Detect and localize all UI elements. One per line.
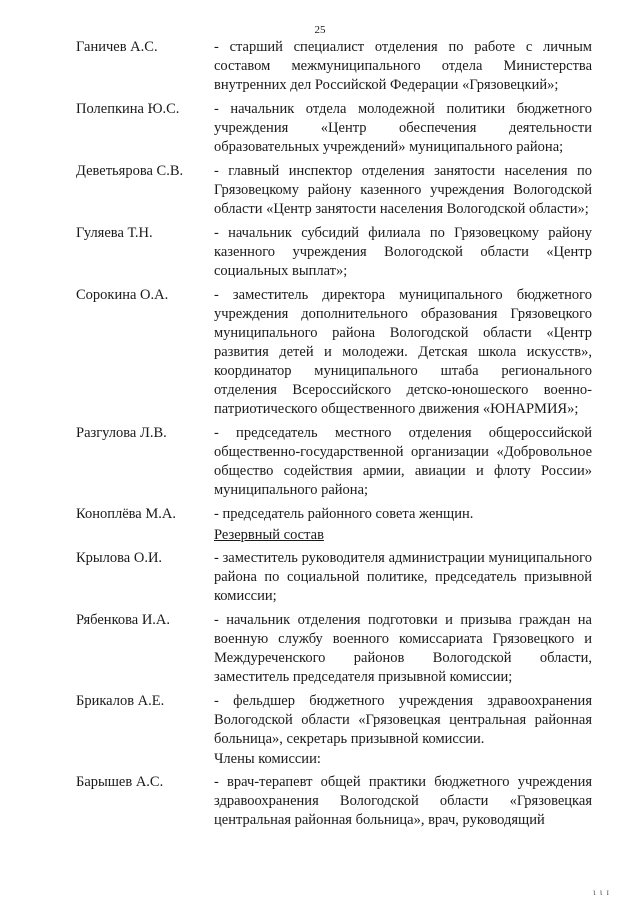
member-position: - начальник субсидий филиала по Грязовецкому району казенного учреждения Вологодской области «Центр социальных выплат»; bbox=[214, 225, 592, 279]
member-position: - председатель районного совета женщин. bbox=[214, 506, 474, 522]
member-name: Полепкина Ю.С. bbox=[76, 101, 180, 117]
member-name: Сорокина О.А. bbox=[76, 287, 169, 303]
member-position: - врач-терапевт общей практики бюджетного учреждения здравоохранения Вологодской области «Грязовецкая центральная районная больница», врач, руководящий bbox=[214, 774, 592, 828]
members-heading-row bbox=[76, 750, 592, 769]
member-position: - главный инспектор отделения занятости населения по Грязовецкому району казенного учреждения Вологодской области «Центр занятости населения Вологодской области»; bbox=[214, 163, 592, 217]
roster-entry bbox=[76, 162, 592, 219]
member-position: - фельдшер бюджетного учреждения здравоохранения Вологодской области «Грязовецкая центральная районная больница», секретарь призывной комиссии. bbox=[214, 693, 592, 747]
member-name: Деветьярова С.В. bbox=[76, 163, 184, 179]
member-position: - заместитель руководителя администрации муниципального района по социальной политике, председатель призывной комиссии; bbox=[214, 550, 592, 604]
roster-entry bbox=[76, 100, 592, 157]
member-position: - заместитель директора муниципального бюджетного учреждения дополнительного образования Грязовецкого муниципального района Вологодской области «Центр развития детей и молодежи. Детская школа искусств», координатор муниципального штаба регионального отделения Всероссийского детско-юношеского военно-патриотического общественного движения «ЮНАРМИЯ»; bbox=[214, 287, 592, 417]
member-name: Брикалов А.Е. bbox=[76, 693, 165, 709]
reserve-heading: Резервный состав bbox=[214, 527, 324, 543]
member-position: - начальник отдела молодежной политики бюджетного учреждения «Центр обеспечения деятельности образовательных учреждений» муниципального района; bbox=[214, 101, 592, 155]
roster-entry bbox=[76, 611, 592, 687]
member-name: Рябенкова И.А. bbox=[76, 612, 171, 628]
roster-entry bbox=[76, 692, 592, 749]
roster-entry bbox=[76, 773, 592, 830]
members-heading: Члены комиссии: bbox=[214, 751, 321, 767]
member-name: Гуляева Т.Н. bbox=[76, 225, 153, 241]
member-position: - председатель местного отделения общероссийской общественно-государственной организации «Добровольное общество содействия армии, авиации и флоту России» муниципального района; bbox=[214, 425, 592, 498]
roster-entry bbox=[76, 424, 592, 500]
reserve-heading-row bbox=[76, 526, 592, 545]
page-number: 25 bbox=[314, 24, 326, 36]
member-name: Коноплёва М.А. bbox=[76, 506, 176, 522]
roster-entry bbox=[76, 549, 592, 606]
member-name: Разгулова Л.В. bbox=[76, 425, 167, 441]
roster-entry bbox=[76, 286, 592, 419]
member-position: - начальник отделения подготовки и призыва граждан на военную службу военного комиссариата Грязовецкого и Междуреченского районов Вологодской области, заместитель председателя призывной комиссии; bbox=[214, 612, 592, 685]
roster-entry bbox=[76, 38, 592, 95]
member-position: - старший специалист отделения по работе с личным составом межмуниципального отдела Министерства внутренних дел Российской Федерации «Грязовецкий»; bbox=[214, 39, 592, 93]
roster-entry bbox=[76, 224, 592, 281]
roster-entry bbox=[76, 505, 592, 524]
corner-mark: ɩ ɩ ɪ bbox=[593, 887, 610, 897]
member-name: Барышев А.С. bbox=[76, 774, 164, 790]
member-name: Крылова О.И. bbox=[76, 550, 163, 566]
member-name: Ганичев А.С. bbox=[76, 39, 158, 55]
commission-roster bbox=[76, 38, 592, 835]
